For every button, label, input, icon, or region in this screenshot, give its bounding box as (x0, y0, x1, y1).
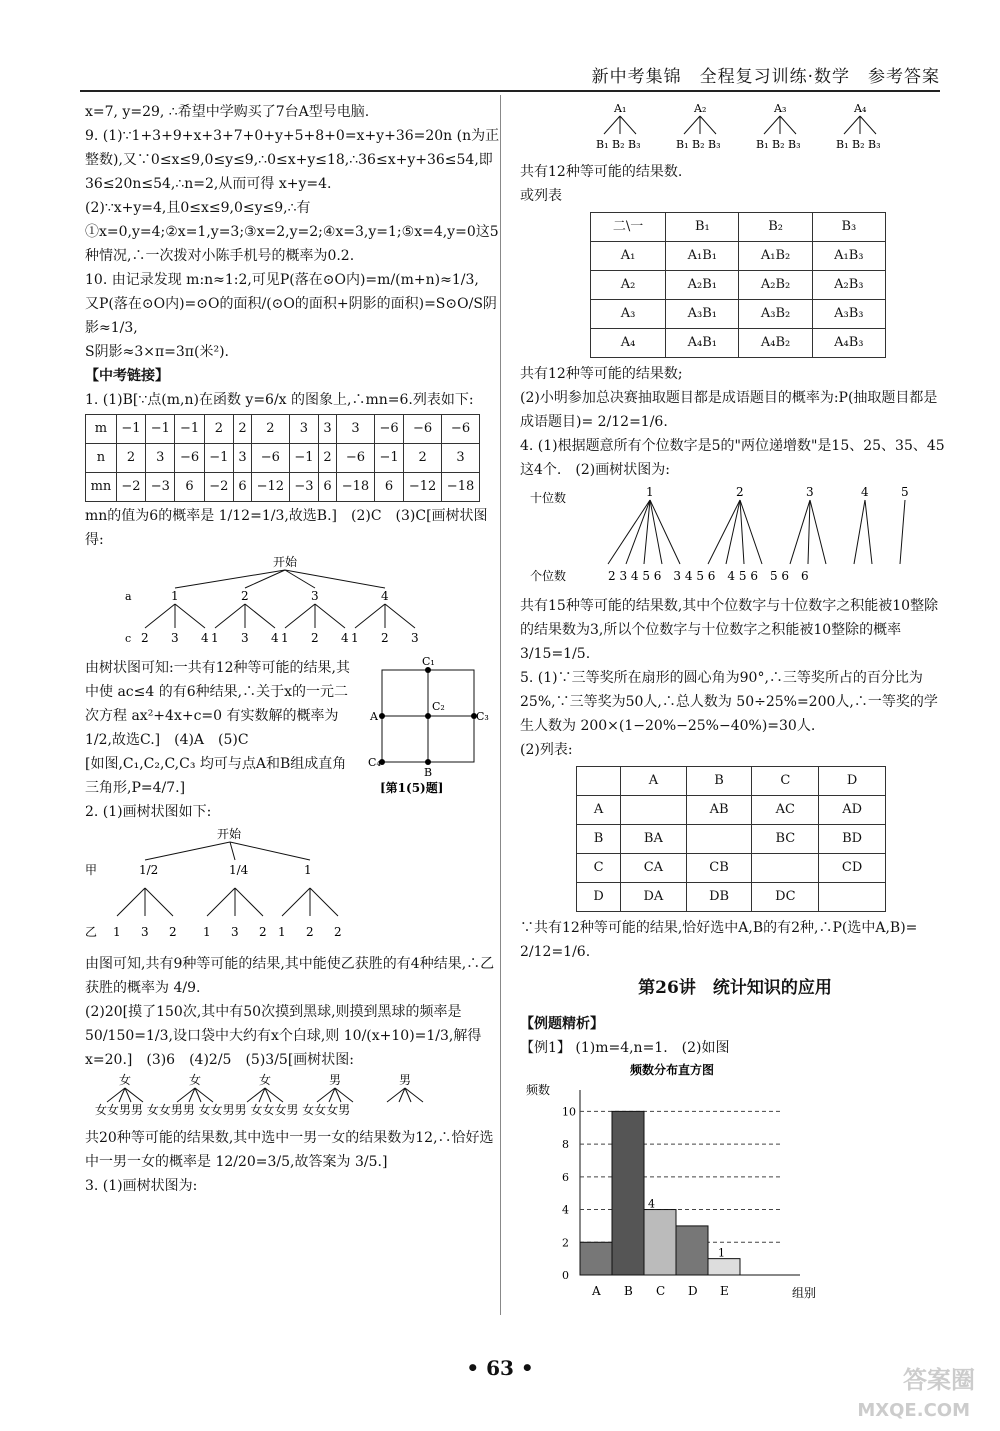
table-cell: A₂ (591, 271, 666, 300)
table-cell: D (819, 767, 886, 796)
tree-branch (854, 500, 865, 564)
tree-branch (684, 116, 700, 134)
table-cell: C (752, 767, 819, 796)
tree-leaves: 女女男男 女女男男 女女男男 女女女男 女女女男 (95, 1103, 351, 1117)
table-cell: −12 (404, 473, 442, 502)
x-tick-label: E (720, 1284, 729, 1298)
tree-branch (790, 500, 810, 564)
table-row (591, 271, 886, 300)
table-row (577, 796, 886, 825)
tree-node: 1 (281, 631, 289, 645)
table-cell: B₁ (666, 213, 739, 242)
answer-9-part1: 9. (1)∵1+3+9+x+3+7+0+y+5+8+0=x+y+36=20n (n为正整数),又∵0≤x≤9,0≤y≤9,∴0≤x+y≤18,∴36≤x+y+36≤54,即36≤20n≤54,∴n=2,从而可得 x+y=4. (85, 128, 500, 192)
table-cell: −1 (289, 444, 318, 473)
tree-branch (117, 888, 145, 916)
table-cell: A₄B₂ (739, 329, 812, 358)
tree-node: 1 (278, 925, 286, 939)
table-cell: 3 (319, 415, 337, 444)
table-cell: −6 (175, 444, 204, 473)
bar-annotation: 4 (648, 1197, 655, 1211)
table-row (577, 767, 886, 796)
tree-node: 1 (171, 589, 179, 603)
tree-branch (175, 570, 285, 588)
table-cell: 3 (146, 444, 175, 473)
table-cell: B (686, 767, 752, 796)
table-cell: 3 (442, 444, 480, 473)
tree-level-label: 甲 (85, 863, 98, 877)
tree-branch (865, 500, 872, 564)
table-cell: 6 (374, 473, 403, 502)
tree-branch (780, 116, 796, 134)
tree-node: A₂ (694, 102, 707, 115)
table-cell (621, 796, 686, 825)
tree-node: 女 (189, 1073, 202, 1087)
tree-node: 3 (411, 631, 419, 645)
tree-root: 开始 (273, 555, 298, 569)
tree-node: 1 (211, 631, 219, 645)
table-cell: AB (686, 796, 752, 825)
figure-caption: [第1(5)题] (380, 781, 444, 795)
table-row (591, 242, 886, 271)
label-c3: C₃ (476, 710, 489, 723)
tree-node: 男 (329, 1073, 342, 1087)
bar-d (676, 1226, 708, 1275)
x-tick-label: D (688, 1284, 698, 1298)
tree-node: 3 (231, 925, 239, 939)
histogram-chart (520, 1060, 840, 1320)
tree-node: 1 (351, 631, 359, 645)
table-cell: −6 (404, 415, 442, 444)
tree-node: A₄ (854, 102, 867, 115)
tree-level-label: 乙 (85, 925, 98, 939)
tree-node: 女 (119, 1073, 132, 1087)
table-cell: CD (819, 854, 886, 883)
answer-9-part2: (2)∵x+y=4,且0≤x≤9,0≤y≤9,∴有①x=0,y=4;②x=1,y=3;③x=2,y=2;④x=3,y=1;⑤x=4,y=0这5种情况,∴一次拨对小陈手机号的概率为0.2. (85, 200, 499, 264)
link-q1-c: 由树状图可知:一共有12种等可能的结果,其中使 ac≤4 的有6种结果,∴关于x的一元二次方程 ax²+4x+c=0 有实数解的概率为 1/2,故选C.] (4)A (5)C (85, 660, 350, 748)
bar-a (580, 1242, 612, 1275)
r-text-3: 共有12种等可能的结果数; (520, 366, 683, 382)
table-cell: A₃B₃ (812, 300, 885, 329)
tree-node: 2 (141, 631, 149, 645)
x-tick-label: A (592, 1284, 601, 1298)
tree-branch (207, 888, 235, 916)
table-cell (686, 825, 752, 854)
section-title: 第26讲 统计知识的应用 (638, 978, 832, 998)
table-cell: −1 (374, 444, 403, 473)
tree-diagram-3 (85, 1072, 485, 1118)
tree-branch (604, 116, 620, 134)
table-cell: 2 (116, 444, 145, 473)
table-row (591, 329, 886, 358)
r-q5-c: ∵共有12种等可能的结果,恰好选中A,B的有2种,∴P(选中A,B)= 2/12=1/6. (520, 920, 922, 960)
y-tick-label: 6 (562, 1170, 569, 1184)
link-q1-d: [如图,C₁,C₂,C,C₃ 均可与点A和B组成直角三角形,P=4/7.] (85, 756, 347, 796)
watermark-logo: 答案圈 (903, 1366, 975, 1394)
header-rule (80, 90, 940, 92)
tree-branch (650, 500, 680, 564)
tree-branch (900, 500, 905, 564)
table-row (577, 883, 886, 912)
tree-diagram-4 (520, 100, 920, 152)
bar-e (708, 1259, 740, 1275)
bar-annotation: 1 (718, 1246, 725, 1260)
table-cell: DA (621, 883, 686, 912)
y-tick-label: 2 (562, 1236, 569, 1250)
tree-branch (810, 500, 826, 564)
table-row (591, 300, 886, 329)
y-tick-label: 10 (562, 1105, 576, 1119)
table-cell: A₄ (591, 329, 666, 358)
tree-root: 开始 (217, 827, 242, 841)
label-c2: C₂ (432, 700, 445, 713)
table-cell: 2 (233, 415, 251, 444)
table-cell: AD (819, 796, 886, 825)
label-c4: C₄ (368, 756, 381, 769)
tree-branch (644, 500, 650, 564)
table-cell: 2 (204, 415, 233, 444)
table-cell: A₃B₂ (739, 300, 812, 329)
table-cell: A₃ (591, 300, 666, 329)
tree-node: 1/4 (229, 863, 249, 877)
left-column (85, 100, 505, 1198)
table-cell: A₂B₂ (739, 271, 812, 300)
tree-leaves: B₁ B₂ B₃ (676, 138, 721, 151)
tree-branch (315, 604, 345, 628)
table-cell: AC (752, 796, 819, 825)
link-q2-c: (2)20[摸了150次,其中有50次摸到黑球,则摸到黑球的频率是 50/150=1/3,设口袋中大约有x个白球,则 10/(x+10)=1/3,解得 x=20.] (3)6 (4)2/5 (5)3/5[画树状图: (85, 1004, 486, 1068)
tree-node: 1 (646, 485, 654, 499)
tree-branch (700, 116, 716, 134)
table-cell: BC (752, 825, 819, 854)
tree-node: 4 (341, 631, 349, 645)
table-cell: DB (686, 883, 752, 912)
table-cell: A₁B₂ (739, 242, 812, 271)
tree-node: A₃ (774, 102, 787, 115)
tree-node: 2 (381, 631, 389, 645)
link-q1-b: mn的值为6的概率是 1/12=1/3,故选B.] (2)C (3)C[画树状图得: (85, 508, 488, 548)
table-row (591, 213, 886, 242)
tree-node: 1 (203, 925, 211, 939)
table-cell: BA (621, 825, 686, 854)
tree-branch (245, 604, 275, 628)
tree-branch (230, 842, 310, 860)
table-cell: A (577, 796, 621, 825)
tree-node: 3 (141, 925, 149, 939)
table-cell: −2 (204, 473, 233, 502)
tree-branch (145, 842, 230, 860)
table-cell: 6 (233, 473, 251, 502)
table-cell: −6 (251, 444, 289, 473)
label-a: A (370, 710, 378, 723)
table-row (577, 825, 886, 854)
link-q2-d: 共20种等可能的结果数,其中选中一男一女的结果数为12,∴恰好选中一男一女的概率是 12/20=3/5,故答案为 3/5.] (85, 1130, 494, 1170)
table-cell: A₂B₃ (812, 271, 885, 300)
r-text-4: (2)小明参加总决赛抽取题目都是成语题目的概率为:P(抽取题目都是成语题目)= 2/12=1/6. (520, 390, 938, 430)
label-b: B (424, 766, 433, 779)
tree-diagram-5 (520, 482, 940, 586)
tree-branch (844, 116, 860, 134)
tree-node: 2 (311, 631, 319, 645)
tree-node: 5 (901, 485, 909, 499)
answer-10-c: S阴影≈3×π=3π(米²). (85, 344, 229, 360)
tree-branch (282, 888, 310, 916)
tree-branch (650, 500, 662, 564)
tree-node: 2 (334, 925, 342, 939)
table-cell: −6 (374, 415, 403, 444)
table-cell: A₂B₁ (666, 271, 739, 300)
right-column (520, 100, 950, 1328)
table-cell: BD (819, 825, 886, 854)
tree-node: 4 (381, 589, 389, 603)
table-cell: A₁B₁ (666, 242, 739, 271)
table-cell (577, 767, 621, 796)
table-cell: −3 (146, 473, 175, 502)
bar-c (644, 1210, 676, 1275)
tree-leaves: B₁ B₂ B₃ (836, 138, 881, 151)
page-number: • 63 • (466, 1356, 534, 1380)
table-cell: −6 (442, 415, 480, 444)
r-text-2: 或列表 (520, 188, 562, 204)
tree-diagram-2 (85, 824, 485, 944)
tree-level-label: a (125, 590, 132, 603)
table-cell: C (577, 854, 621, 883)
tree-diagram-1 (85, 552, 485, 648)
tree-node: 1 (304, 863, 312, 877)
tree-node: 2 (736, 485, 744, 499)
table-cell: A (621, 767, 686, 796)
tree-branch (385, 604, 415, 628)
tree-branch (808, 500, 810, 564)
table-cell: B₂ (739, 213, 812, 242)
x-tick-label: B (624, 1284, 633, 1298)
tree-branch (245, 570, 285, 588)
tree-leaves: B₁ B₂ B₃ (756, 138, 801, 151)
table-cell: CB (686, 854, 752, 883)
r-q4-b: 共有15种等可能的结果数,其中个位数字与十位数字之积能被10整除的结果数为3,所以个位数字与十位数字之积能被10整除的概率 3/15=1/5. (520, 598, 939, 662)
tree-branch (355, 604, 385, 628)
link-q2: 2. (1)画树状图如下: (85, 804, 212, 820)
tree-branch (230, 842, 235, 860)
table-cell: m (86, 415, 117, 444)
table-cell: A₁ (591, 242, 666, 271)
table-cell: −12 (251, 473, 289, 502)
tree-node: 1 (113, 925, 121, 939)
link-heading: 【中考链接】 (85, 368, 169, 384)
ab-table (590, 212, 886, 358)
tree-node: 4 (861, 485, 869, 499)
table-cell (752, 854, 819, 883)
tree-node: 3 (171, 631, 179, 645)
answer-10-b: 又P(落在⊙O内)=⊙O的面积/(⊙O的面积+阴影的面积)=S⊙O/S阴影≈1/3, (85, 296, 497, 336)
tree-leaves: B₁ B₂ B₃ (596, 138, 641, 151)
table-cell: D (577, 883, 621, 912)
table-cell: −6 (337, 444, 375, 473)
r-q4: 4. (1)根据题意所有个位数字是5的"两位递增数"是15、25、35、45这4个. (2)画树状图为: (520, 438, 945, 478)
table-cell: A₄B₃ (812, 329, 885, 358)
answer-8-end: x=7, y=29, ∴希望中学购买了7台A型号电脑. (85, 104, 370, 120)
table-cell: 6 (175, 473, 204, 502)
tree-branch (175, 604, 205, 628)
tree-branch (310, 888, 338, 916)
bar-b (612, 1111, 644, 1275)
r-q5-b: (2)列表: (520, 742, 573, 758)
tree-node: 3 (311, 589, 319, 603)
y-tick-label: 8 (562, 1138, 569, 1152)
table-row (86, 444, 480, 473)
chart-title: 频数分布直方图 (630, 1063, 715, 1077)
tree-branch (620, 116, 636, 134)
table-cell: A₄B₁ (666, 329, 739, 358)
table-cell: A₁B₃ (812, 242, 885, 271)
answer-10-a: 10. 由记录发现 m:n≈1:2,可见P(落在⊙O内)=m/(m+n)≈1/3, (85, 272, 479, 288)
example-heading: 【例题精析】 (520, 1016, 604, 1032)
tree-node: 2 (259, 925, 267, 939)
tree-branch (860, 116, 876, 134)
tree-branch (608, 500, 650, 564)
table-cell: B (577, 825, 621, 854)
tree-node: 3 (806, 485, 814, 499)
table-cell: B₃ (812, 213, 885, 242)
tree-branch (145, 888, 173, 916)
table-cell: 2 (251, 415, 289, 444)
tree-level-label: 个位数 (530, 569, 567, 583)
label-c1: C₁ (422, 655, 435, 668)
table-cell: −2 (116, 473, 145, 502)
example-1: 【例1】 (1)m=4,n=1. (2)如图 (520, 1040, 730, 1056)
watermark-url: MXQE.COM (857, 1400, 970, 1421)
table-cell: −1 (116, 415, 145, 444)
table-cell: 二\一 (591, 213, 666, 242)
tree-node: 1/2 (139, 863, 159, 877)
tree-branch (235, 888, 263, 916)
page-header: 新中考集锦 全程复习训练·数学 参考答案 (591, 67, 940, 87)
table-cell: n (86, 444, 117, 473)
y-tick-label: 0 (562, 1269, 569, 1282)
tree-node: A₁ (614, 102, 627, 115)
table-row (86, 473, 480, 502)
tree-leaves: 2 3 4 5 6 3 4 5 6 4 5 6 5 6 6 (608, 569, 809, 583)
y-axis-label: 频数 (526, 1083, 551, 1097)
tree-branch (145, 604, 175, 628)
tree-branch (764, 116, 780, 134)
tree-level-label: 十位数 (530, 491, 567, 505)
tree-branch (215, 604, 245, 628)
y-tick-label: 4 (562, 1203, 569, 1217)
tree-level-label: c (125, 632, 132, 645)
link-q2-b: 由图可知,共有9种等可能的结果,其中能使乙获胜的有4种结果,∴乙获胜的概率为 4/9. (85, 956, 495, 996)
r-q5: 5. (1)∵三等奖所在扇形的圆心角为90°,∴三等奖所占的百分比为25%,∵三等奖为50人,∴总人数为 50÷25%=200人,∴一等奖的学生人数为 200×(1−20%−25%−40%)=30人. (520, 670, 938, 734)
tree-node: 女 (259, 1073, 272, 1087)
table-row (577, 854, 886, 883)
table-cell: 2 (319, 444, 337, 473)
table-cell: 3 (233, 444, 251, 473)
table-cell: DC (752, 883, 819, 912)
table-cell: −1 (146, 415, 175, 444)
tree-branch (626, 500, 650, 564)
table-row (86, 415, 480, 444)
mn-table (85, 414, 480, 502)
tree-node: 2 (169, 925, 177, 939)
table-cell: −3 (289, 473, 318, 502)
link-q1: 1. (1)B[∵点(m,n)在函数 y=6/x 的图象上,∴mn=6.列表如下: (85, 392, 474, 408)
tree-node: 4 (271, 631, 279, 645)
table-cell: −1 (175, 415, 204, 444)
table-cell: A₃B₁ (666, 300, 739, 329)
tree-branch (726, 500, 740, 564)
table-cell: 2 (404, 444, 442, 473)
tree-node: 4 (201, 631, 209, 645)
x-axis-label: 组别 (792, 1286, 817, 1300)
table-cell: 3 (337, 415, 375, 444)
tree-branch (285, 604, 315, 628)
table-cell: CA (621, 854, 686, 883)
pair-table (576, 766, 886, 912)
table-cell: 6 (319, 473, 337, 502)
tree-branch (708, 500, 740, 564)
table-cell: 3 (289, 415, 318, 444)
tree-node: 2 (306, 925, 314, 939)
tree-node: 3 (241, 631, 249, 645)
table-cell: −18 (442, 473, 480, 502)
tree-node: 男 (399, 1073, 412, 1087)
link-q3: 3. (1)画树状图为: (85, 1178, 198, 1194)
table-cell (819, 883, 886, 912)
x-tick-label: C (656, 1284, 666, 1298)
r-text-1: 共有12种等可能的结果数. (520, 164, 683, 180)
table-cell: mn (86, 473, 117, 502)
table-cell: −1 (204, 444, 233, 473)
tree-node: 2 (241, 589, 249, 603)
grid-figure (366, 655, 489, 796)
table-cell: −18 (337, 473, 375, 502)
